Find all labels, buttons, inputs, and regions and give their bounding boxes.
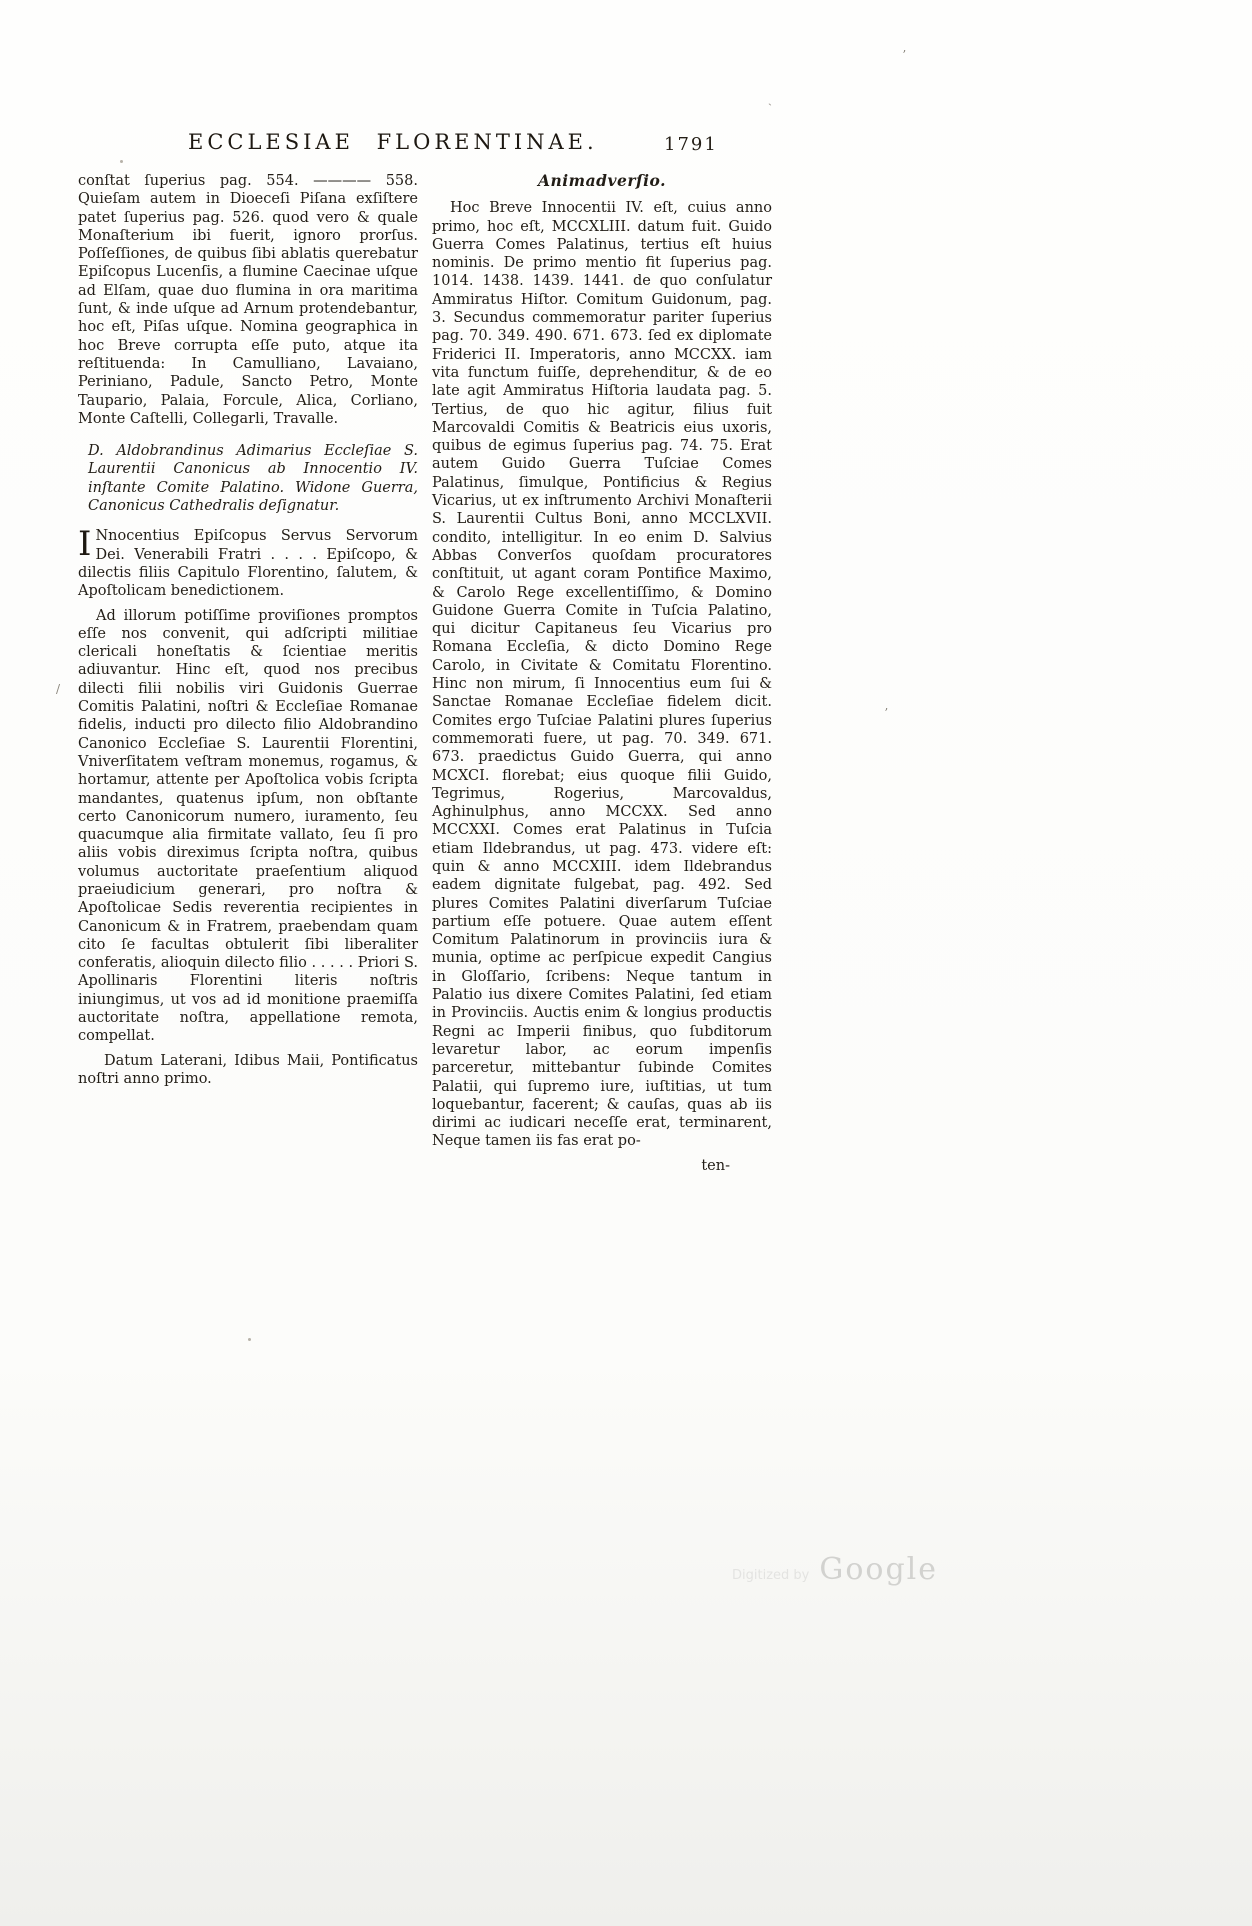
right-column bbox=[432, 172, 772, 1175]
scan-speck: / bbox=[56, 682, 61, 696]
paragraph-constat: conſtat ſuperius pag. 554. ———— 558. Quieſam autem in Dioeceſi Piſana exſiſtere patet ſuperius pag. 526. quod vero & quale Monaſterium ibi fuerit, ignoro prorſus. Poſſeſſiones, de quibus ſibi ablatis querebatur Epiſcopus Lucenſis, a flumine Caecinae uſque ad Elſam, quae duo flumina in ora maritima ſunt, & inde uſque ad Arnum protendebantur, hoc eſt, Piſas uſque. Nomina geographica in hoc Breve corrupta eſſe puto, atque ita reſtituenda: In Camulliano, Lavaiano, Periniano, Padule, Sancto Petro, Monte Taupario, Palaia, Forcule, Alica, Corliano, Monte Caſtelli, Collegarli, Travalle. bbox=[78, 173, 418, 427]
text-block bbox=[78, 172, 772, 1175]
scan-speck: ʼ bbox=[902, 48, 906, 62]
section-heading-aldobrandinus: D. Aldobrandinus Adimarius Eccleſiae S. Laurentii Canonicus ab Innocentio IV. inſtante Comite Palatino. Widone Guerra, Canonicus Cathedralis deſignatur. bbox=[88, 443, 418, 515]
scan-speck: ʼ bbox=[884, 706, 888, 720]
drop-cap-initial: I bbox=[78, 524, 92, 565]
scan-speck: ˎ bbox=[768, 92, 772, 106]
animadversio-heading: Animadverſio. bbox=[537, 171, 667, 190]
paragraph-text: Nnocentius Epiſcopus Servus Servorum Dei. Venerabili Fratri . . . . Epiſcopo, & dilectis filiis Capitulo Florentino, ſalutem, & Apoſtolicam benedictionem. bbox=[78, 528, 418, 600]
google-logo-text: Google bbox=[819, 1552, 938, 1587]
scan-speck bbox=[248, 1338, 251, 1341]
paragraph-ad-illorum: Ad illorum potiſſime proviſiones promptos eſſe nos convenit, qui adſcripti militiae clericali honeſtatis & ſcientiae meritis adiuvantur. Hinc eſt, quod nos precibus dilecti filii nobilis viri Guidonis Guerrae Comitis Palatini, noſtri & Eccleſiae Romanae fidelis, inducti pro dilecto filio Aldobrandino Canonico Eccleſiae S. Laurentii Florentini, Vniverſitatem veſtram monemus, rogamus, & hortamur, attente per Apoſtolica vobis ſcripta mandantes, quatenus ipſum, non obſtante certo Canonicorum numero, iuramento, ſeu quacumque alia firmitate vallato, ſeu ſi pro aliis vobis direximus ſcripta noſtra, quibus volumus auctoritate praeſentium aliquod praeiudicium generari, pro noſtra & Apoſtolicae Sedis reverentia recipientes in Canonicum & in Fratrem, praebendam quam cito ſe facultas obtulerit ſibi liberaliter conferatis, alioquin dilecto filio . . . . . Priori S. Apollinaris Florentini literis noſtris iniungimus, ut vos ad id monitione praemiſſa auctoritate noſtra, appellatione remota, compellat. bbox=[78, 607, 418, 1045]
scan-speck bbox=[120, 160, 123, 163]
paragraph-datum: Datum Laterani, Idibus Maii, Pontificatus noſtri anno primo. bbox=[78, 1052, 418, 1087]
left-column bbox=[78, 172, 418, 1175]
paragraph-bull-opening bbox=[78, 524, 418, 600]
paragraph-hoc-breve: Hoc Breve Innocentii IV. eſt, cuius anno primo, hoc eſt, MCCXLIII. datum fuit. Guido Guerra Comes Palatinus, tertius eſt huius nominis. De primo mentio fit ſuperius pag. 1014. 1438. 1439. 1441. de quo conſulatur Ammiratus Hiſtor. Comitum Guidonum, pag. 3. Secundus commemoratur pariter ſuperius pag. 70. 349. 490. 671. 673. ſed ex diplomate Friderici II. Imperatoris, anno MCCXX. iam vita functum fuiſſe, deprehenditur, & de eo late agit Ammiratus Hiſtoria laudata pag. 5. Tertius, de quo hic agitur, filius fuit Marcovaldi Comitis & Beatricis eius uxoris, quibus de egimus ſuperius pag. 74. 75. Erat autem Guido Guerra Tuſciae Comes Palatinus, ſimulque, Pontificius & Regius Vicarius, ut ex inſtrumento Archivi Monaſterii S. Laurentii Cultus Boni, anno MCCLXVII. condito, intelligitur. In eo enim D. Salvius Abbas Converſos quoſdam procuratores conſtituit, ut agant coram Pontifice Maximo, & Carolo Rege excellentiſſimo, & Domino Guidone Guerra Comite in Tuſcia Palatino, qui dicitur Capitaneus ſeu Vicarius pro Romana Eccleſia, & dicto Domino Rege Carolo, in Civitate & Comitatu Florentino. Hinc non mirum, ſi Innocentius eum ſui & Sanctae Romanae Eccleſiae fidelem dicit. Comites ergo Tuſciae Palatini plures ſuperius commemorati fuere, ut pag. 70. 349. 671. 673. praedictus Guido Guerra, qui anno MCXCI. florebat; eius quoque filii Guido, Tegrimus, Rogerius, Marcovaldus, Aghinulphus, anno MCCXX. Sed anno MCCXXI. Comes erat Palatinus in Tuſcia etiam Ildebrandus, ut pag. 473. videre eſt: quin & anno MCCXIII. idem Ildebrandus eadem dignitate fulgebat, pag. 492. Sed plures Comites Palatini diverſarum Tuſciae partium eſſe potuere. Quae autem eſſent Comitum Palatinorum in provinciis iura & munia, optime ac perſpicue expedit Cangius in Gloſſario, ſcribens: Neque tantum in Palatio ius dixere Comites Palatini, ſed etiam in Provinciis. Auctis enim & longius productis Regni ac Imperii finibus, quo ſubditorum levaretur labor, ac eorum impenſis parceretur, mittebantur ſubinde Comites Palatii, qui ſupremo iure, iuſtitias, ut tum loquebantur, facerent; & cauſas, quas ab iis dirimi ac iudicari neceſſe erat, terminarent, Neque tamen iis fas erat po- bbox=[432, 200, 772, 1150]
page-number: 1791 bbox=[664, 134, 718, 155]
watermark-prefix: Digitized by bbox=[732, 1568, 810, 1583]
running-title: ECCLESIAE FLORENTINAE. bbox=[188, 130, 598, 154]
catchword: ten- bbox=[701, 1157, 730, 1174]
google-watermark bbox=[732, 1552, 938, 1587]
